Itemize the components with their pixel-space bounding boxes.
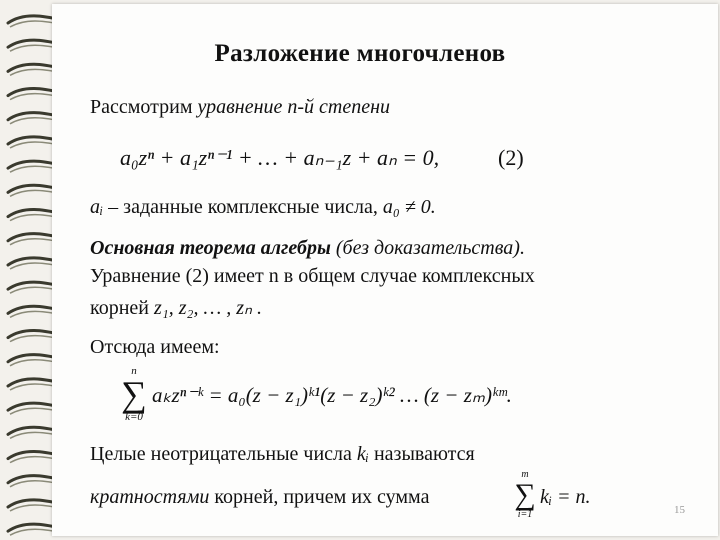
multiplicity-end: называются (368, 443, 475, 465)
theorem-line-3 (90, 295, 262, 320)
equation-2-lhs: a₀zⁿ + a₁zⁿ⁻¹ + … + aₙ₋₁z + aₙ = 0, (120, 145, 440, 170)
ai-text: – заданные комплексные числа, (103, 196, 383, 218)
multiplicity-text: Целые неотрицательные числа (90, 443, 357, 465)
factor-sum-top: n (131, 365, 137, 377)
sum-multiplicity-expr (540, 486, 591, 509)
intro-line (90, 96, 390, 119)
theorem-name: Основная теорема алгебры (90, 237, 331, 259)
sum-multiplicity-text: kᵢ = n. (540, 486, 591, 508)
theorem-line-2: Уравнение (2) имеет n в общем случае комплексных (90, 265, 535, 287)
factor-equation (152, 383, 512, 408)
multiplicity-line (90, 443, 475, 466)
ai-cond: a₀ ≠ 0. (382, 196, 436, 218)
factor-sum (118, 366, 150, 423)
factor-sum-bottom: k=0 (125, 411, 143, 423)
ai-line (90, 196, 436, 219)
sigma-small-icon: ∑ (514, 478, 536, 511)
hence-line: Отсюда имеем: (90, 336, 220, 358)
equation-2 (120, 145, 439, 171)
equation-2-label: (2) (498, 145, 524, 170)
slide-title: Разложение многочленов (214, 40, 506, 67)
roots-list: z₁, z₂, … , zₙ . (153, 297, 262, 319)
intro-plain: Рассмотрим (90, 96, 198, 118)
theorem-line-1 (90, 237, 525, 260)
last-line (90, 486, 429, 509)
last-line-text: корней, причем их сумма (209, 486, 430, 508)
roots-label: корней (90, 297, 154, 319)
intro-italic: уравнение n-й степени (197, 96, 391, 118)
ai-var: aᵢ (90, 196, 104, 218)
sigma-icon: ∑ (121, 374, 147, 414)
sum-multiplicity (512, 470, 538, 520)
multiplicity-term: кратностями (90, 486, 210, 508)
sum-multiplicity-top: m (521, 469, 529, 480)
factor-equation-text: aₖzⁿ⁻ᵏ = a₀(z − z₁)ᵏ¹(z − z₂)ᵏ² … (z − zₘ)ᵏᵐ. (152, 383, 512, 407)
multiplicity-var: kᵢ (356, 443, 369, 465)
page-number: 15 (674, 504, 685, 516)
theorem-paren: (без доказательства). (330, 237, 525, 259)
sum-multiplicity-bottom: i=1 (517, 509, 533, 520)
